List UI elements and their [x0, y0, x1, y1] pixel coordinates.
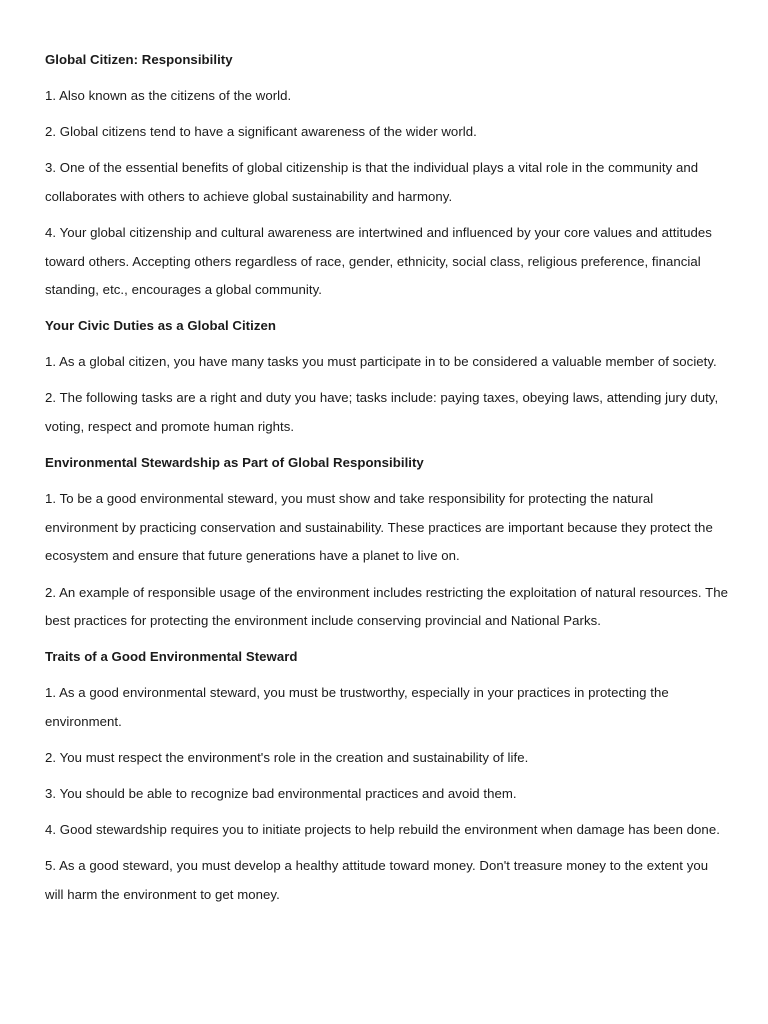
section-traits-of-steward [45, 643, 728, 909]
paragraph: 4. Your global citizenship and cultural awareness are intertwined and influenced by your core values and attitudes toward others. Accepting others regardless of race, gender, ethnicity, social class, religious preference, financial standing, etc., encourages a global community. [45, 224, 712, 298]
paragraph: 2. The following tasks are a right and duty you have; tasks include: paying taxes, obeying laws, attending jury duty, voting, respect and promote human rights. [45, 390, 719, 435]
section-global-citizen-responsibility [45, 46, 728, 305]
section-heading: Global Citizen: Responsibility [45, 52, 233, 67]
section-heading: Your Civic Duties as a Global Citizen [45, 318, 276, 334]
paragraph: 1. As a good environmental steward, you must be trustworthy, especially in your practices in protecting the environment. [45, 685, 669, 729]
paragraph: 2. You must respect the environment's role in the creation and sustainability of life. [45, 749, 529, 765]
section-heading: Environmental Stewardship as Part of Global Responsibility [45, 455, 424, 471]
document-body [45, 46, 728, 909]
paragraph: 5. As a good steward, you must develop a healthy attitude toward money. Don't treasure money to the extent you will harm the environment to get money. [45, 858, 709, 902]
paragraph: 1. To be a good environmental steward, you must show and take responsibility for protecting the natural environment by practicing conservation and sustainability. These practices are important because they protect the ecosystem and ensure that future generations have a planet to live on. [45, 491, 713, 564]
paragraph: 2. An example of responsible usage of the environment includes restricting the exploitation of natural resources. The best practices for protecting the environment include conserving provincial and National Parks. [45, 584, 728, 629]
paragraph: 1. Also known as the citizens of the world. [45, 88, 292, 104]
paragraph: 4. Good stewardship requires you to initiate projects to help rebuild the environment when damage has been done. [45, 822, 720, 838]
paragraph: 3. One of the essential benefits of global citizenship is that the individual plays a vital role in the community and collaborates with others to achieve global sustainability and harmony. [45, 160, 699, 204]
paragraph: 3. You should be able to recognize bad environmental practices and avoid them. [45, 786, 517, 802]
section-heading: Traits of a Good Environmental Steward [45, 649, 298, 665]
section-civic-duties [45, 312, 728, 441]
paragraph: 2. Global citizens tend to have a significant awareness of the wider world. [45, 124, 477, 140]
section-environmental-stewardship [45, 449, 728, 636]
paragraph: 1. As a global citizen, you have many tasks you must participate in to be considered a valuable member of society. [45, 354, 717, 370]
